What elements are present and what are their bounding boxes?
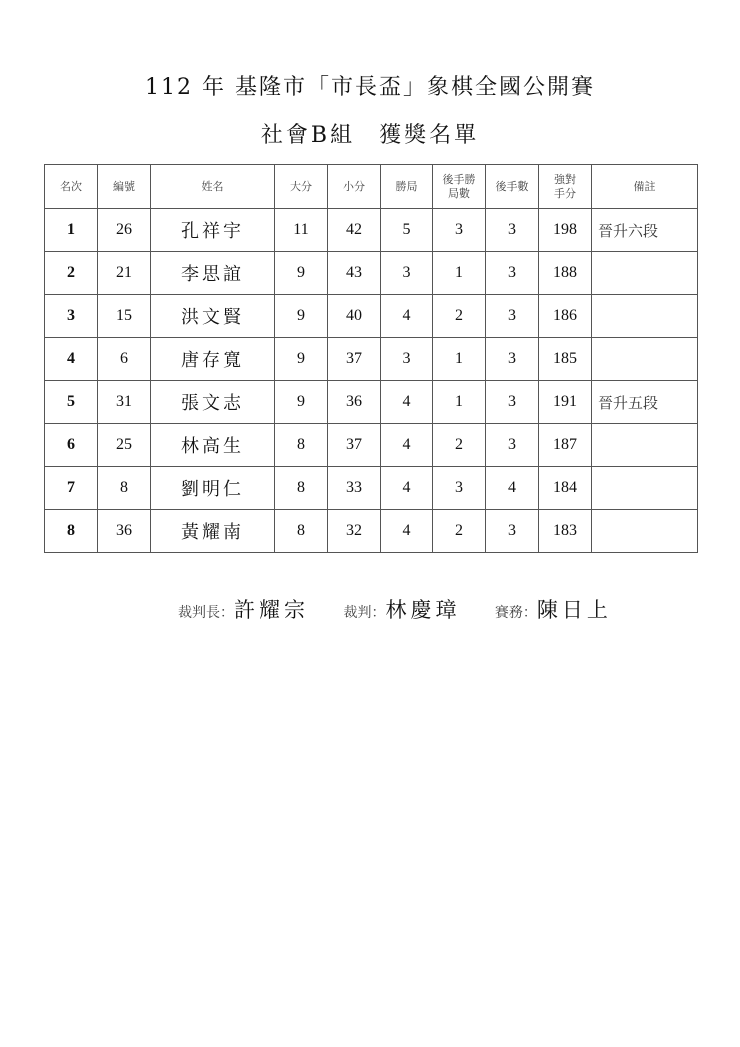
col-header-second-hand-wins-line2: 局數 [448, 186, 470, 200]
cell-major-score: 8 [275, 424, 328, 467]
cell-minor-score: 40 [328, 295, 381, 338]
cell-strong-opponent: 198 [539, 209, 592, 252]
cell-second-hand-count: 3 [486, 381, 539, 424]
cell-number: 15 [98, 295, 151, 338]
cell-remark [592, 424, 698, 467]
table-row [45, 510, 698, 553]
cell-wins: 4 [381, 295, 433, 338]
cell-second-hand-wins: 1 [433, 338, 486, 381]
cell-wins: 3 [381, 252, 433, 295]
table-row [45, 467, 698, 510]
cell-number: 6 [98, 338, 151, 381]
cell-remark [592, 467, 698, 510]
col-header-strong-opponent [539, 165, 592, 209]
cell-number: 26 [98, 209, 151, 252]
cell-second-hand-count: 3 [486, 510, 539, 553]
cell-second-hand-count: 3 [486, 209, 539, 252]
table-header-row [45, 165, 698, 209]
cell-major-score: 9 [275, 295, 328, 338]
cell-remark: 晉升六段 [592, 209, 698, 252]
cell-second-hand-wins: 1 [433, 252, 486, 295]
cell-wins: 4 [381, 424, 433, 467]
affairs-name: 陳日上 [536, 598, 612, 622]
cell-second-hand-count: 4 [486, 467, 539, 510]
cell-minor-score: 37 [328, 424, 381, 467]
cell-rank: 4 [45, 338, 98, 381]
cell-wins: 4 [381, 381, 433, 424]
cell-minor-score: 32 [328, 510, 381, 553]
col-header-strong-opponent-line2: 手分 [554, 186, 576, 200]
cell-number: 21 [98, 252, 151, 295]
affairs-signature [495, 594, 612, 624]
page-subtitle [0, 118, 740, 149]
cell-second-hand-wins: 2 [433, 510, 486, 553]
cell-wins: 5 [381, 209, 433, 252]
cell-major-score: 9 [275, 252, 328, 295]
cell-remark [592, 338, 698, 381]
cell-minor-score: 37 [328, 338, 381, 381]
cell-remark: 晉升五段 [592, 381, 698, 424]
table-row [45, 381, 698, 424]
cell-name: 林高生 [151, 424, 275, 467]
cell-remark [592, 510, 698, 553]
cell-strong-opponent: 188 [539, 252, 592, 295]
table-row [45, 209, 698, 252]
subtitle-list: 獲獎名單 [379, 123, 480, 148]
cell-second-hand-count: 3 [486, 338, 539, 381]
col-header-second-hand-wins [433, 165, 486, 209]
col-header-name: 姓名 [151, 165, 275, 209]
cell-rank: 6 [45, 424, 98, 467]
page-title: 112 年 基隆市「市長盃」象棋全國公開賽 [145, 75, 595, 100]
cell-number: 8 [98, 467, 151, 510]
col-header-minor-score: 小分 [328, 165, 381, 209]
cell-second-hand-count: 3 [486, 424, 539, 467]
cell-minor-score: 43 [328, 252, 381, 295]
results-table [44, 164, 698, 553]
cell-strong-opponent: 184 [539, 467, 592, 510]
cell-minor-score: 33 [328, 467, 381, 510]
cell-major-score: 8 [275, 467, 328, 510]
affairs-label: 賽務： [494, 605, 537, 621]
table-row [45, 338, 698, 381]
referee-label: 裁判： [343, 605, 386, 621]
table-row [45, 295, 698, 338]
col-header-strong-opponent-line1: 強對 [554, 172, 576, 186]
cell-major-score: 9 [275, 381, 328, 424]
table-row [45, 424, 698, 467]
cell-rank: 5 [45, 381, 98, 424]
col-header-number: 編號 [98, 165, 151, 209]
cell-name: 劉明仁 [151, 467, 275, 510]
cell-number: 36 [98, 510, 151, 553]
cell-strong-opponent: 185 [539, 338, 592, 381]
cell-number: 25 [98, 424, 151, 467]
subtitle-group: 社會B組 [260, 123, 356, 148]
cell-strong-opponent: 186 [539, 295, 592, 338]
cell-wins: 3 [381, 338, 433, 381]
cell-name: 孔祥宇 [151, 209, 275, 252]
cell-strong-opponent: 187 [539, 424, 592, 467]
cell-rank: 2 [45, 252, 98, 295]
chief-referee-signature [178, 594, 309, 624]
cell-major-score: 11 [275, 209, 328, 252]
cell-remark [592, 295, 698, 338]
cell-minor-score: 36 [328, 381, 381, 424]
cell-second-hand-wins: 1 [433, 381, 486, 424]
cell-minor-score: 42 [328, 209, 381, 252]
cell-second-hand-wins: 2 [433, 424, 486, 467]
table-row [45, 252, 698, 295]
cell-second-hand-count: 3 [486, 295, 539, 338]
chief-referee-label: 裁判長： [178, 605, 234, 621]
cell-major-score: 8 [275, 510, 328, 553]
cell-rank: 3 [45, 295, 98, 338]
cell-strong-opponent: 191 [539, 381, 592, 424]
signature-line [178, 594, 642, 624]
cell-name: 黃耀南 [151, 510, 275, 553]
cell-number: 31 [98, 381, 151, 424]
cell-name: 李思誼 [151, 252, 275, 295]
cell-second-hand-wins: 3 [433, 467, 486, 510]
col-header-rank: 名次 [45, 165, 98, 209]
referee-signature [343, 594, 460, 624]
cell-strong-opponent: 183 [539, 510, 592, 553]
cell-second-hand-count: 3 [486, 252, 539, 295]
cell-name: 張文志 [151, 381, 275, 424]
chief-referee-name: 許耀宗 [234, 598, 309, 622]
cell-remark [592, 252, 698, 295]
col-header-major-score: 大分 [275, 165, 328, 209]
cell-second-hand-wins: 2 [433, 295, 486, 338]
cell-name: 唐存寬 [151, 338, 275, 381]
col-header-second-hand-wins-line1: 後手勝 [442, 172, 476, 186]
cell-rank: 1 [45, 209, 98, 252]
cell-rank: 8 [45, 510, 98, 553]
cell-rank: 7 [45, 467, 98, 510]
cell-second-hand-wins: 3 [433, 209, 486, 252]
cell-major-score: 9 [275, 338, 328, 381]
col-header-wins: 勝局 [381, 165, 433, 209]
col-header-remark: 備註 [592, 165, 698, 209]
cell-name: 洪文賢 [151, 295, 275, 338]
cell-wins: 4 [381, 510, 433, 553]
col-header-second-hand-count: 後手數 [486, 165, 539, 209]
referee-name: 林慶璋 [385, 598, 461, 622]
cell-wins: 4 [381, 467, 433, 510]
